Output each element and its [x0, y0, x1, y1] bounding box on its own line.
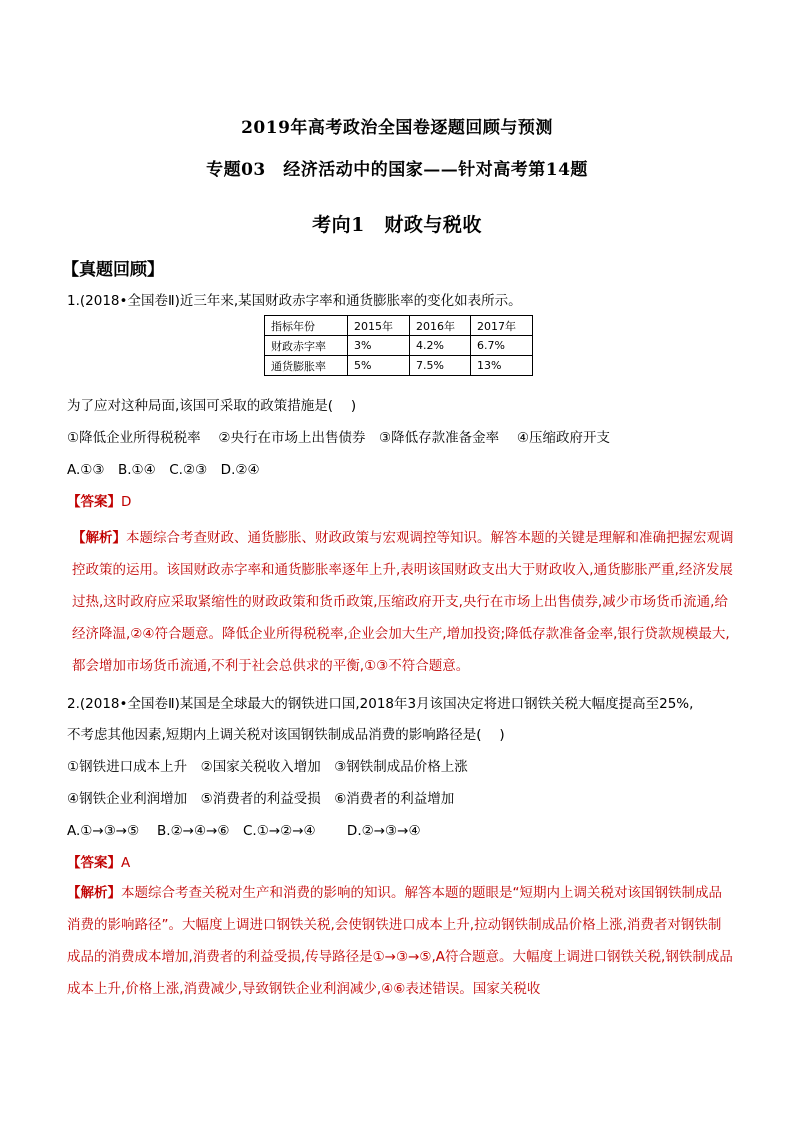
q2-answer	[67, 854, 130, 872]
q1-options: ①降低企业所得税税率 ②央行在市场上出售债券 ③降低存款准备金率 ④压缩政府开支	[67, 430, 610, 446]
answer-label: 【答案】	[67, 494, 121, 510]
q2-stem-line1: 2.(2018•全国卷Ⅱ)某国是全球最大的钢铁进口国,2018年3月该国决定将进口钢铁关税大幅度提高至25%,	[67, 696, 694, 712]
table-header-row	[265, 316, 533, 336]
answer-value: A	[121, 855, 131, 871]
table-cell: 2017年	[471, 316, 533, 336]
table-row	[265, 356, 533, 376]
table-cell: 6.7%	[471, 336, 533, 356]
q1-data-table	[264, 315, 533, 376]
table-cell: 3%	[348, 336, 410, 356]
q2-options-line1: ①钢铁进口成本上升 ②国家关税收入增加 ③钢铁制成品价格上涨	[67, 759, 468, 775]
section-label: 【真题回顾】	[62, 260, 164, 280]
q1-question: 为了应对这种局面,该国可采取的政策措施是( )	[67, 398, 357, 414]
q2-stem-line2: 不考虑其他因素,短期内上调关税对该国钢铁制成品消费的影响路径是( )	[67, 727, 505, 743]
table-cell: 13%	[471, 356, 533, 376]
table-row	[265, 336, 533, 356]
document-subtitle: 专题03 经济活动中的国家——针对高考第14题	[206, 160, 588, 180]
analysis-label: 【解析】	[72, 530, 126, 546]
q1-stem: 1.(2018•全国卷Ⅱ)近三年来,某国财政赤字率和通货膨胀率的变化如表所示。	[67, 293, 522, 309]
analysis-text: 本题综合考查财政、通货膨胀、财政政策与宏观调控等知识。解答本题的关键是理解和准确把握宏观调控政策的运用。该国财政赤字率和通货膨胀率逐年上升,表明该国财政支出大于财政收入,通货膨胀严重,经济发展过热,这时政府应采取紧缩性的财政政策和货币政策,压缩政府开支,央行在市场上出售债券,减少市场货币流通,给经济降温,②④符合题意。降低企业所得税税率,企业会加大生产,增加投资;降低存款准备金率,银行贷款规模最大,都会增加市场货币流通,不利于社会总供求的平衡,①③不符合题意。	[72, 530, 734, 674]
table-cell: 财政赤字率	[265, 336, 348, 356]
q2-options-line2: ④钢铁企业利润增加 ⑤消费者的利益受损 ⑥消费者的利益增加	[67, 791, 455, 807]
answer-label: 【答案】	[67, 855, 121, 871]
table-cell: 通货膨胀率	[265, 356, 348, 376]
q1-answer	[67, 493, 131, 511]
table-cell: 4.2%	[410, 336, 471, 356]
table-cell: 指标年份	[265, 316, 348, 336]
analysis-text: 本题综合考查关税对生产和消费的影响的知识。解答本题的题眼是“短期内上调关税对该国钢铁制成品消费的影响路径”。大幅度上调进口钢铁关税,会使钢铁进口成本上升,拉动钢铁制成品价格上涨,消费者对钢铁制成品的消费成本增加,消费者的利益受损,传导路径是①→③→⑤,A符合题意。大幅度上调进口钢铁关税,钢铁制成品成本上升,价格上涨,消费减少,导致钢铁企业利润减少,④⑥表述错误。国家关税收	[67, 885, 733, 997]
q2-choices: A.①→③→⑤ B.②→④→⑥ C.①→②→④ D.②→③→④	[67, 823, 421, 839]
table-cell: 2015年	[348, 316, 410, 336]
q2-analysis	[67, 877, 734, 1005]
table-cell: 2016年	[410, 316, 471, 336]
answer-value: D	[121, 494, 132, 510]
table-cell: 5%	[348, 356, 410, 376]
analysis-label: 【解析】	[67, 885, 121, 901]
q1-choices: A.①③ B.①④ C.②③ D.②④	[67, 462, 260, 478]
q1-analysis	[72, 522, 734, 682]
table-cell: 7.5%	[410, 356, 471, 376]
document-title: 2019年高考政治全国卷逐题回顾与预测	[241, 118, 553, 138]
topic-heading: 考向1 财政与税收	[312, 214, 482, 236]
